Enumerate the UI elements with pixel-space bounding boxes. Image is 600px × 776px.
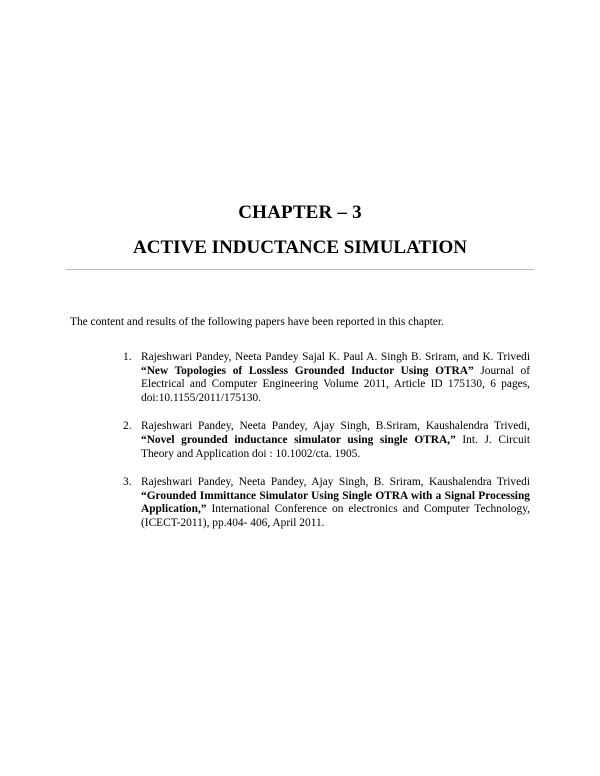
chapter-number: CHAPTER – 3 <box>238 202 362 223</box>
reference-number: 3. <box>123 476 132 489</box>
reference-number: 2. <box>123 420 132 433</box>
reference-authors: Rajeshwari Pandey, Neeta Pandey, Ajay Singh, B.Sriram, Kaushalendra Trivedi, <box>141 420 530 433</box>
intro-paragraph: The content and results of the following papers have been reported in this chapter. <box>70 316 444 328</box>
reference-venue: Journal of Electrical and Computer Engineering Volume 2011, Article ID 175130, 6 pages, doi:10.1155/2011/175130. <box>141 364 530 404</box>
reference-number: 1. <box>123 351 132 363</box>
reference-title: “New Topologies of Lossless Grounded Inductor Using OTRA” <box>141 364 474 377</box>
reference-venue: Int. J. Circuit Theory and Application doi : 10.1002/cta. 1905. <box>141 433 531 460</box>
reference-item <box>123 476 530 530</box>
reference-item <box>123 420 530 461</box>
title-divider <box>66 269 534 270</box>
reference-item <box>123 351 530 405</box>
reference-venue: International Conference on electronics and Computer Technology, (ICECT-2011), pp.404- 406, April 2011. <box>141 503 530 529</box>
reference-title: “Novel grounded inductance simulator using single OTRA,” <box>141 433 456 446</box>
reference-list <box>123 351 530 531</box>
reference-authors: Rajeshwari Pandey, Neeta Pandey Sajal K. Paul A. Singh B. Sriram, and K. Trivedi <box>141 351 530 363</box>
reference-authors: Rajeshwari Pandey, Neeta Pandey, Ajay Singh, B. Sriram, Kaushalendra Trivedi <box>141 476 530 489</box>
reference-title: “Grounded Immittance Simulator Using Single OTRA with a Signal Processing Application,” <box>141 489 530 516</box>
chapter-title: ACTIVE INDUCTANCE SIMULATION <box>133 237 467 258</box>
